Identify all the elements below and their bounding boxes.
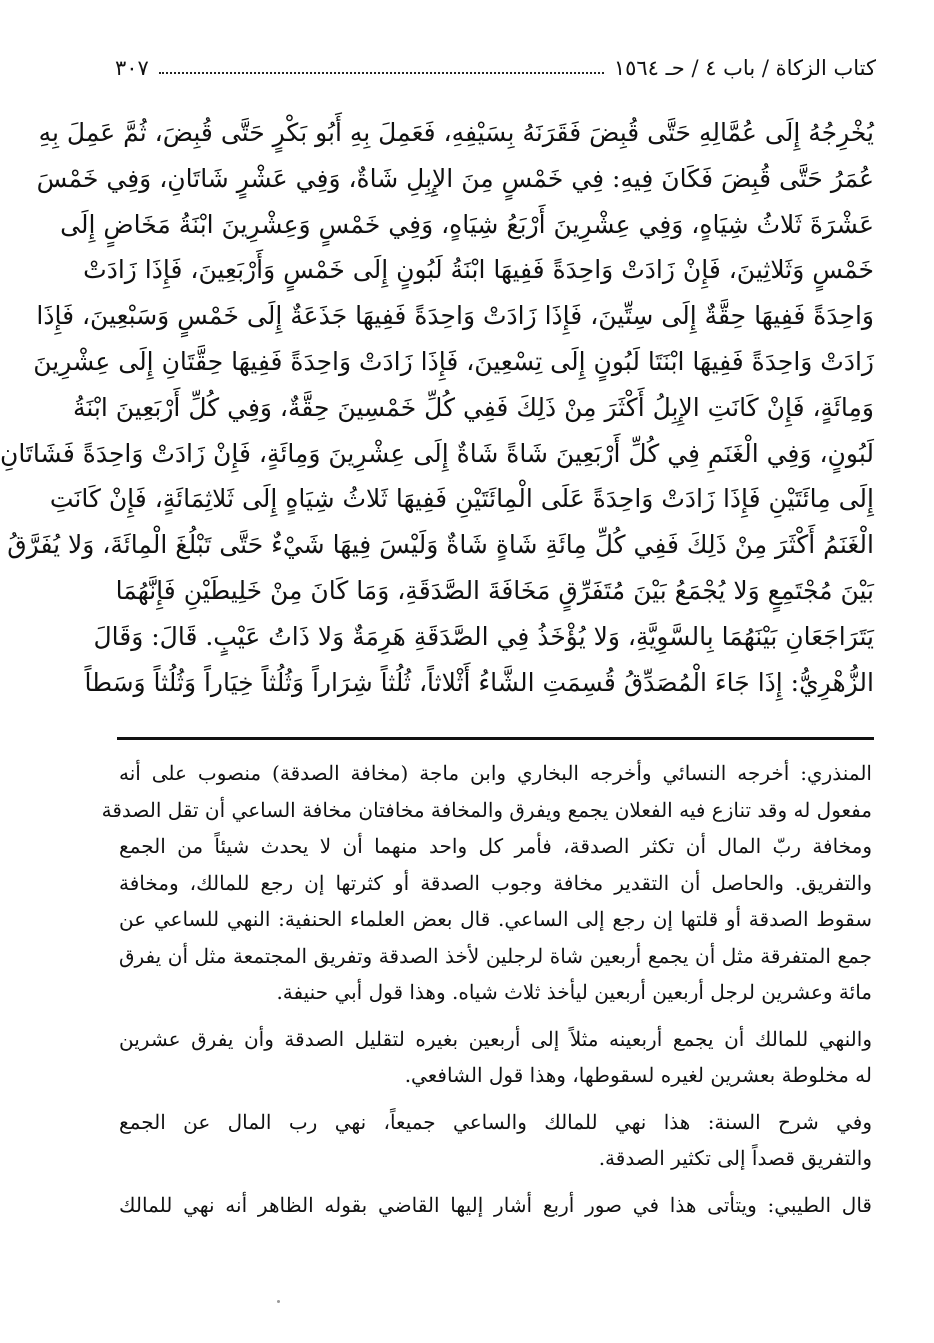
text-line: زَادَتْ وَاحِدَةً فَفِيهَا ابْنَتَا لَبُونٍ إِلَى تِسْعِينَ، فَإِذَا زَادَتْ وَاحِدَةً فَفِيهَا حِقَّتَانِ إِلَى عِشْرِينَ	[33, 346, 874, 376]
text-line: يُخْرِجُهُ إِلَى عُمَّالِهِ حَتَّى قُبِضَ فَقَرَنَهُ بِسَيْفِهِ، فَعَمِلَ بِهِ أَبُو بَكْرٍ حَتَّى قُبِضَ، ثُمَّ عَمِلَ بِهِ	[38, 118, 874, 147]
text-line: وَاحِدَةً فَفِيهَا حِقَّةٌ إِلَى سِتِّينَ، فَإِذَا زَادَتْ وَاحِدَةً فَفِيهَا جَذَعَةٌ إِلَى خَمْسٍ وَسَبْعِينَ، فَإِذَا	[36, 301, 874, 331]
note-line: مائة وعشرين لرجل أربعين أربعين ليأخذ ثلاث شياه. وهذا قول أبي حنيفة.	[276, 980, 872, 1004]
note-line: والتفريق قصداً إلى تكثير الصدقة.	[598, 1146, 872, 1170]
text-line: لَبُونٍ، وَفِي الْغَنَمِ فِي كُلِّ أَرْبَعِينَ شَاةً شَاةٌ إِلَى عِشْرِينَ وَمِائَةٍ، فَإِنْ زَادَتْ وَاحِدَةً فَشَاتَانِ	[0, 438, 874, 468]
note-paragraph	[119, 1104, 872, 1177]
note-line: مفعول له وقد تنازع فيه الفعلان يجمع ويفرق والمخافة مخافتان مخافة الساعي أن تقل الصدقة	[101, 797, 872, 822]
hadith-text	[0, 110, 874, 705]
note-paragraph	[119, 1187, 872, 1224]
note-line: والنهي للمالك أن يجمع أربعينه مثلاً إلى أربعين بغيره لتقليل الصدقة وأن يفرق عشرين	[119, 1026, 872, 1051]
note-line: جمع المتفرقة مثل أن يجمع أربعين شاة لرجلين لأخذ الصدقة وتفريق المجتمعة مثل أن يفرق	[119, 943, 872, 968]
text-line: الْغَنَمُ أَكْثَرَ مِنْ ذَلِكَ فَفِي كُلِّ مِائَةِ شَاةٍ شَاةٌ وَلَيْسَ فِيهَا شَيْءٌ حَتَّى تَبْلُغَ الْمِائَةَ، وَلا يُفَرَّقُ	[7, 530, 874, 560]
footnote-divider	[117, 737, 874, 740]
text-line: عَشْرَةَ ثَلاثُ شِيَاهٍ، وَفِي عِشْرِينَ أَرْبَعُ شِيَاهٍ، وَفِي خَمْسٍ وَعِشْرِينَ ابْنَةُ مَخَاضٍ إِلَى	[60, 209, 874, 239]
text-line: الزُّهْرِيُّ: إِذَا جَاءَ الْمُصَدِّقُ قُسِمَتِ الشَّاءُ أَثْلاثاً، ثُلُثاً شِرَاراً وَثُلُثاً خِيَاراً وَثُلُثاً وَسَطاً	[84, 667, 874, 697]
header-book-reference: كتاب الزكاة / باب ٤ / حـ ١٥٦٤	[613, 56, 876, 80]
note-line: له مخلوطة بعشرين لغيره لسقوطها، وهذا قول الشافعي.	[404, 1063, 872, 1087]
note-line: ومخافة ربّ المال أن تكثر الصدقة، فأمر كل واحد منهما أن لا يحدث شيئاً من الجمع	[119, 834, 872, 858]
text-line: خَمْسٍ وَثَلاثِينَ، فَإِنْ زَادَتْ وَاحِدَةً فَفِيهَا ابْنَةُ لَبُونٍ إِلَى خَمْسٍ وَأَرْبَعِينَ، فَإِذَا زَادَتْ	[83, 255, 874, 285]
note-line: وفي شرح السنة: هذا نهي للمالك والساعي جميعاً، نهي رب المال عن الجمع	[119, 1109, 872, 1134]
page-number: ٣٠٧	[115, 56, 149, 80]
text-line: إِلَى مِائَتَيْنِ فَإِذَا زَادَتْ وَاحِدَةً عَلَى الْمِائَتَيْنِ فَفِيهَا ثَلاثُ شِيَاهٍ إِلَى ثَلاثِمَائَةٍ، فَإِنْ كَانَتِ	[49, 484, 874, 514]
header-dot-leader	[159, 72, 604, 74]
text-line: عُمَرُ حَتَّى قُبِضَ فَكَانَ فِيهِ: فِي خَمْسٍ مِنَ الإِبِلِ شَاةٌ، وَفِي عَشْرٍ شَاتَانِ، وَفِي خَمْسَ	[36, 163, 874, 193]
note-paragraph	[119, 1021, 872, 1094]
text-line: بَيْنَ مُجْتَمِعٍ وَلا يُجْمَعُ بَيْنَ مُتَفَرِّقٍ مَخَافَةَ الصَّدَقَةِ، وَمَا كَانَ مِنْ خَلِيطَيْنِ فَإِنَّهُمَا	[115, 575, 874, 605]
note-line: قال الطيبي: ويتأتى هذا في صور أربع أشار إليها القاضي بقوله الظاهر أنه نهي للمالك	[119, 1192, 872, 1217]
scan-speck	[277, 1300, 280, 1303]
text-line: يَتَرَاجَعَانِ بَيْنَهُمَا بِالسَّوِيَّةِ، وَلا يُؤْخَذُ فِي الصَّدَقَةِ هَرِمَةٌ وَلا ذَاتُ عَيْبٍ. قَالَ: وَقَالَ	[93, 621, 874, 651]
commentary-notes	[101, 755, 872, 1233]
running-header	[115, 56, 876, 80]
note-line: والتفريق. والحاصل أن التقدير مخافة وجوب الصدقة أو كثرتها إن رجع للمالك، ومخافة	[119, 870, 872, 895]
note-line: المنذري: أخرجه النسائي وأخرجه البخاري وابن ماجة (مخافة الصدقة) منصوب على أنه	[119, 761, 872, 785]
note-paragraph	[101, 755, 872, 1011]
text-line: وَمِائَةٍ، فَإِنْ كَانَتِ الإِبِلُ أَكْثَرَ مِنْ ذَلِكَ فَفِي كُلِّ خَمْسِينَ حِقَّةٌ، وَفِي كُلِّ أَرْبَعِينَ ابْنَةُ	[72, 392, 874, 422]
note-line: سقوط الصدقة أو قلتها إن رجع إلى الساعي. قال بعض العلماء الحنفية: النهي للساعي عن	[119, 907, 872, 931]
